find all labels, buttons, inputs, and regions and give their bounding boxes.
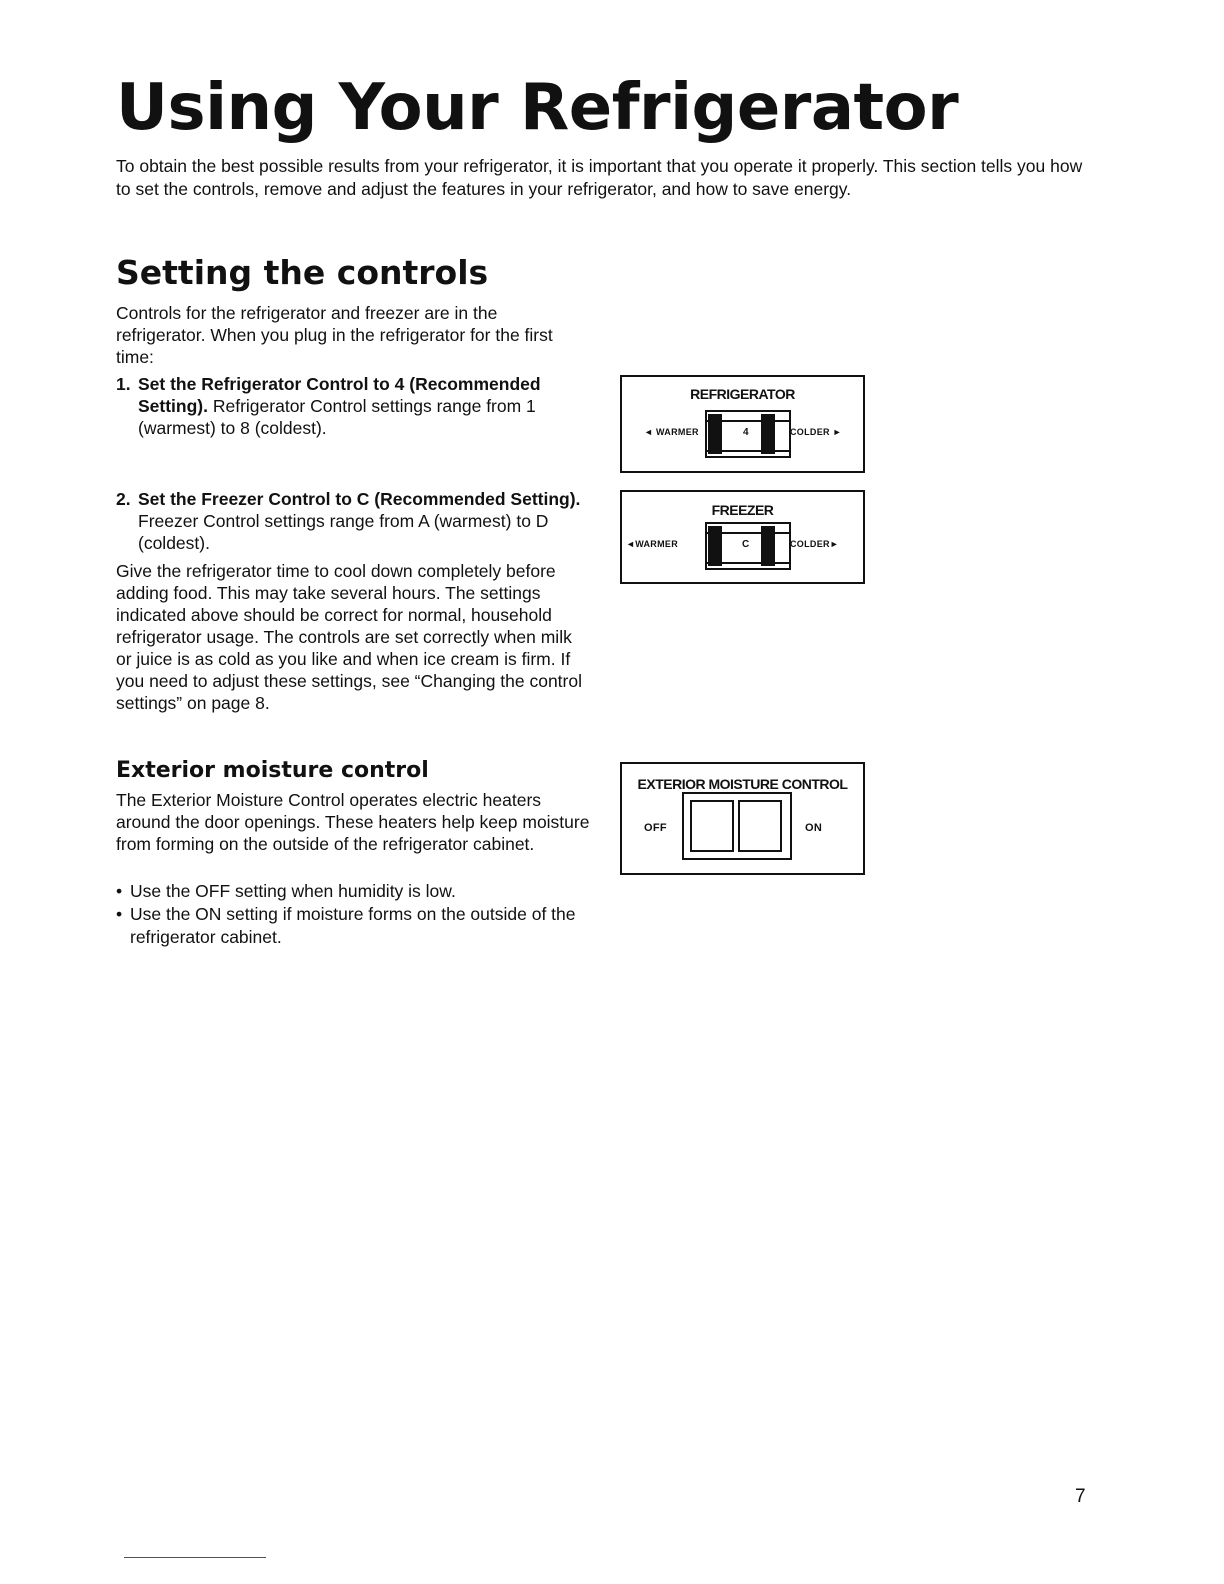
- moisture-rocker-left: [690, 800, 734, 852]
- refrigerator-slider: [705, 410, 791, 458]
- step-1-text: Refrigerator Control settings range from 1 (warmest) to 8 (coldest).: [138, 396, 536, 438]
- freezer-knob-left: [708, 526, 722, 566]
- step-2-bold: Set the Freezer Control to C (Recommended Setting).: [138, 489, 581, 509]
- refrigerator-knob-left: [708, 414, 722, 454]
- freezer-colder-label: COLDER►: [790, 539, 840, 549]
- moisture-bullets: [116, 880, 586, 949]
- step-1-bold: Set the Refrigerator Control to 4 (Recommended Setting).: [138, 374, 541, 416]
- moisture-rocker-right: [738, 800, 782, 852]
- bullet-on: • Use the ON setting if moisture forms on the outside of the refrigerator cabinet.: [116, 903, 586, 949]
- refrigerator-warmer-label: ◄ WARMER: [644, 427, 699, 437]
- freezer-control-diagram: [620, 490, 865, 584]
- moisture-paragraph: The Exterior Moisture Control operates electric heaters around the door openings. These heaters help keep moisture from forming on the outside of the refrigerator cabinet.: [116, 790, 590, 854]
- page-title: Using Your Refrigerator: [116, 71, 959, 145]
- refrigerator-control-diagram: [620, 375, 865, 473]
- subsection-heading: Exterior moisture control: [116, 758, 429, 783]
- freezer-knob-right: [761, 526, 775, 566]
- step-2-number: 2.: [116, 489, 131, 509]
- refrigerator-knob-right: [761, 414, 775, 454]
- freezer-warmer-label: ◄WARMER: [626, 539, 679, 549]
- step-1-number: 1.: [116, 374, 131, 394]
- freezer-setting: C: [742, 539, 750, 550]
- moisture-control-diagram: [620, 762, 865, 875]
- moisture-on-label: ON: [805, 822, 823, 834]
- moisture-off-label: OFF: [644, 822, 667, 834]
- cool-down-paragraph: Give the refrigerator time to cool down completely before adding food. This may take several hours. The settings indicated above should be correct for normal, household refrigerator usage. The controls are set correctly when milk or juice is as cold as you like and when ice cream is firm. If you need to adjust these settings, see “Changing the control settings” on page 8.: [116, 561, 582, 713]
- moisture-label: EXTERIOR MOISTURE CONTROL: [637, 776, 848, 792]
- section-heading: Setting the controls: [116, 253, 489, 292]
- controls-intro-paragraph: Controls for the refrigerator and freezer are in the refrigerator. When you plug in the refrigerator for the first time:: [116, 303, 553, 367]
- footer-rule: [124, 1557, 266, 1558]
- freezer-slider: [705, 522, 791, 570]
- freezer-label: FREEZER: [711, 502, 774, 518]
- refrigerator-colder-label: COLDER ►: [790, 427, 842, 437]
- step-2-text: Freezer Control settings range from A (warmest) to D (coldest).: [138, 511, 549, 553]
- refrigerator-setting: 4: [743, 427, 749, 438]
- page-number: 7: [1075, 1486, 1086, 1507]
- intro-paragraph: To obtain the best possible results from your refrigerator, it is important that you operate it properly. This section tells you how to set the controls, remove and adjust the features in your refrigerator, and how to save energy.: [116, 156, 1083, 199]
- bullet-off: • Use the OFF setting when humidity is low.: [116, 880, 586, 903]
- step-2: [116, 488, 586, 554]
- moisture-toggle: [682, 792, 792, 860]
- refrigerator-label: REFRIGERATOR: [690, 386, 795, 402]
- step-1: [116, 373, 586, 439]
